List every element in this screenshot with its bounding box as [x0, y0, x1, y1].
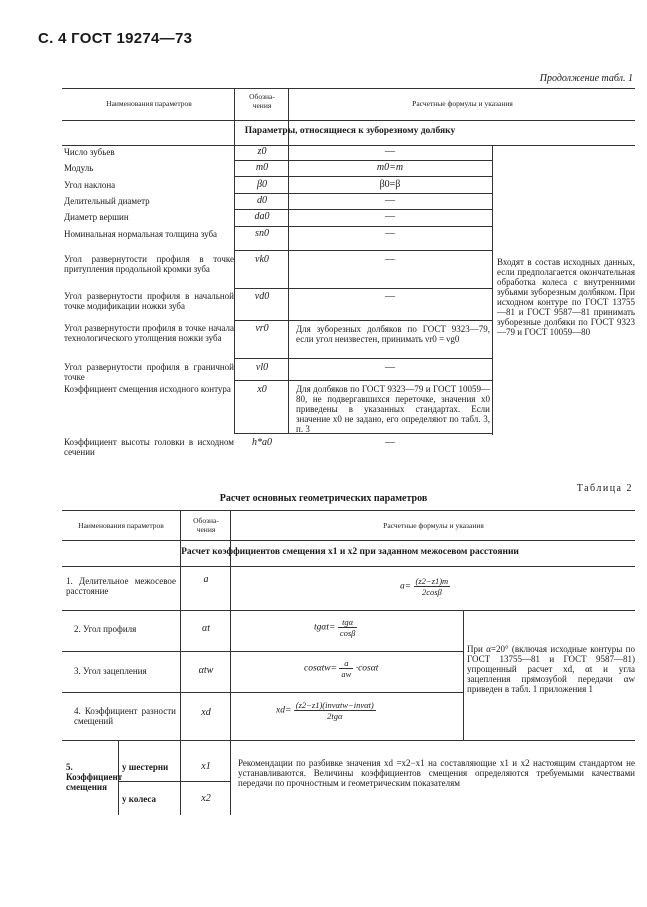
- t2-row-symbol: a: [203, 574, 209, 585]
- t2-row-symbol: xd: [201, 707, 211, 718]
- t2-row5-sub-pinion: у шестерни: [122, 762, 169, 772]
- t2-row5-text: Рекомендации по разбивке значения xd =x2−x1 на составляющие x1 и x2 настоящим стандартом не устанавливаются. Величины коэффициентов смещения определяются требуемыми качествами передачи по прочностным и геометрическим показателям: [238, 758, 635, 788]
- t1-row-formula: —: [385, 211, 395, 222]
- t2-row-symbol: αtw: [198, 665, 214, 676]
- t2-row-symbol: αt: [201, 623, 211, 634]
- formula-numerator: (z2−z1)(invαtw−invαt): [295, 700, 374, 710]
- t2-formula-alpha-t: [314, 617, 357, 638]
- t1-row-formula: —: [385, 291, 395, 302]
- t1-row-name: Номинальная нормальная толщина зуба: [64, 229, 218, 239]
- t2-formula-alpha-tw: [304, 658, 378, 679]
- t1-row-symbol: νk0: [255, 254, 269, 265]
- t1-row-formula: —: [385, 437, 395, 448]
- t1-row-symbol: m0: [255, 162, 269, 173]
- t2-col-header-name: Наименования параметров: [78, 521, 164, 530]
- t1-row-symbol: h*a0: [252, 437, 272, 448]
- formula-lhs: tgαt=: [314, 622, 336, 633]
- formula-lhs: cosαtw=: [304, 663, 338, 674]
- t1-row-name: Диаметр вершин: [64, 212, 129, 222]
- t1-row-name: Коэффициент высоты головки в исходном сечении: [64, 437, 234, 457]
- t1-row-symbol: νr0: [255, 323, 269, 334]
- t1-row-symbol: x0: [257, 384, 267, 395]
- t1-row-symbol: β0: [257, 179, 267, 190]
- formula-lhs: xd=: [276, 705, 292, 716]
- t1-row-name: Угол развернутости профиля в граничной точке: [64, 362, 234, 382]
- formula-numerator: tgα: [338, 617, 358, 628]
- formula-lhs: a=: [400, 581, 412, 592]
- t2-formula-a: [400, 576, 450, 597]
- t2-row5-sub-wheel: у колеса: [122, 794, 156, 804]
- t1-row-symbol: sn0: [255, 228, 269, 239]
- formula-denominator: aw: [341, 669, 352, 679]
- t1-row-name: Число зубьев: [64, 147, 115, 157]
- t1-row-name: Угол наклона: [64, 180, 116, 190]
- t2-col-header-formula: Расчетные формулы и указания: [383, 521, 484, 530]
- t1-col-header-name: Наименования параметров: [106, 99, 192, 108]
- formula-denominator: 2cosβ: [421, 587, 442, 597]
- t2-formula-xd: [276, 700, 376, 721]
- t1-row-symbol: da0: [254, 211, 270, 222]
- t2-side-note: При α=20° (включая исходные контуры по ГОСТ 13755—81 и ГОСТ 9587—81) упрощенный расчет xd, αt и угла зацепления прямозубой передачи αw приведен в табл. 1 приложения 1: [467, 644, 635, 694]
- t1-row-name: Коэффициент смещения исходного контура: [64, 384, 231, 394]
- t1-row-name: Угол развернутости профиля в точке начала технологического утолщения ножки зуба: [64, 323, 234, 343]
- t1-row-symbol: νd0: [254, 291, 270, 302]
- t1-row-formula: Для зуборезных долбяков по ГОСТ 9323—79, если угол неизвестен, принимать νr0 = νg0: [296, 324, 490, 344]
- formula-numerator: (z2−z1)m: [415, 576, 449, 586]
- formula-denominator: 2tgα: [327, 711, 343, 721]
- t1-row-name: Делительный диаметр: [64, 196, 150, 206]
- t2-row5-name: 5. Коэффициент смещения: [66, 762, 123, 792]
- t2-col-header-symbol: Обозна- чения: [193, 516, 219, 534]
- t2-row5-symbol-x1: x1: [201, 761, 211, 772]
- table-continuation-label: Продолжение табл. 1: [539, 73, 633, 84]
- t1-row-name: Угол развернутости профиля в начальной точке модификации ножки зуба: [64, 291, 234, 311]
- t1-col-header-formula: Расчетные формулы и указания: [412, 99, 513, 108]
- t1-row-formula: —: [385, 195, 395, 206]
- t1-section-title: Параметры, относящиеся к зуборезному долбяку: [244, 126, 456, 136]
- t2-row-name: 4. Коэффициент разности смещений: [74, 706, 176, 726]
- formula-numerator: a: [339, 658, 353, 669]
- t1-side-note: Входят в состав исходных данных, если предполагается окончательная обработка колеса с внутренними зубьями зуборезным долбяком. При исходном контуре по ГОСТ 13755—81 и ГОСТ 9587—81 принимать зуборезные долбяки по ГОСТ 9323—79 и ГОСТ 10059—80: [497, 257, 635, 337]
- t1-row-formula: —: [385, 228, 395, 239]
- t2-row-name: 2. Угол профиля: [74, 624, 137, 634]
- t1-row-formula: —: [385, 362, 395, 373]
- t1-row-symbol: z0: [257, 146, 267, 157]
- table2-title: Расчет основных геометрических параметров: [219, 493, 428, 504]
- t1-col-header-symbol: Обозна- чения: [249, 92, 275, 110]
- t2-row-name: 1. Делительное межосевое расстояние: [66, 576, 176, 596]
- t1-row-name: Угол развернутости профиля в точке притупления продольной кромки зуба: [64, 254, 234, 274]
- t2-row-name: 3. Угол зацепления: [74, 666, 147, 676]
- t1-row-formula: m0=m: [376, 162, 404, 173]
- t1-row-formula: Для долбяков по ГОСТ 9323—79 и ГОСТ 10059—80, не подвергавшихся переточке, значения x0 приведены в указанных стандартах. Если значение x0 не задано, его определяют по табл. 3, п. 3: [296, 384, 490, 434]
- formula-rhs: ·cosαt: [355, 663, 379, 674]
- t1-row-symbol: νl0: [255, 362, 269, 373]
- t1-row-formula: β0=β: [379, 179, 401, 190]
- t2-row5-symbol-x2: x2: [201, 793, 211, 804]
- t1-row-name: Модуль: [64, 163, 94, 173]
- t1-row-formula: —: [385, 146, 395, 157]
- page-header: С. 4 ГОСТ 19274—73: [38, 30, 193, 47]
- formula-denominator: cosβ: [339, 628, 356, 638]
- t2-section-title: Расчет коэффициентов смещения x1 и x2 при заданном межосевом расстоянии: [181, 547, 519, 557]
- t1-row-formula: —: [385, 254, 395, 265]
- t1-row-symbol: d0: [257, 195, 267, 206]
- table2-label: Таблица 2: [576, 483, 633, 494]
